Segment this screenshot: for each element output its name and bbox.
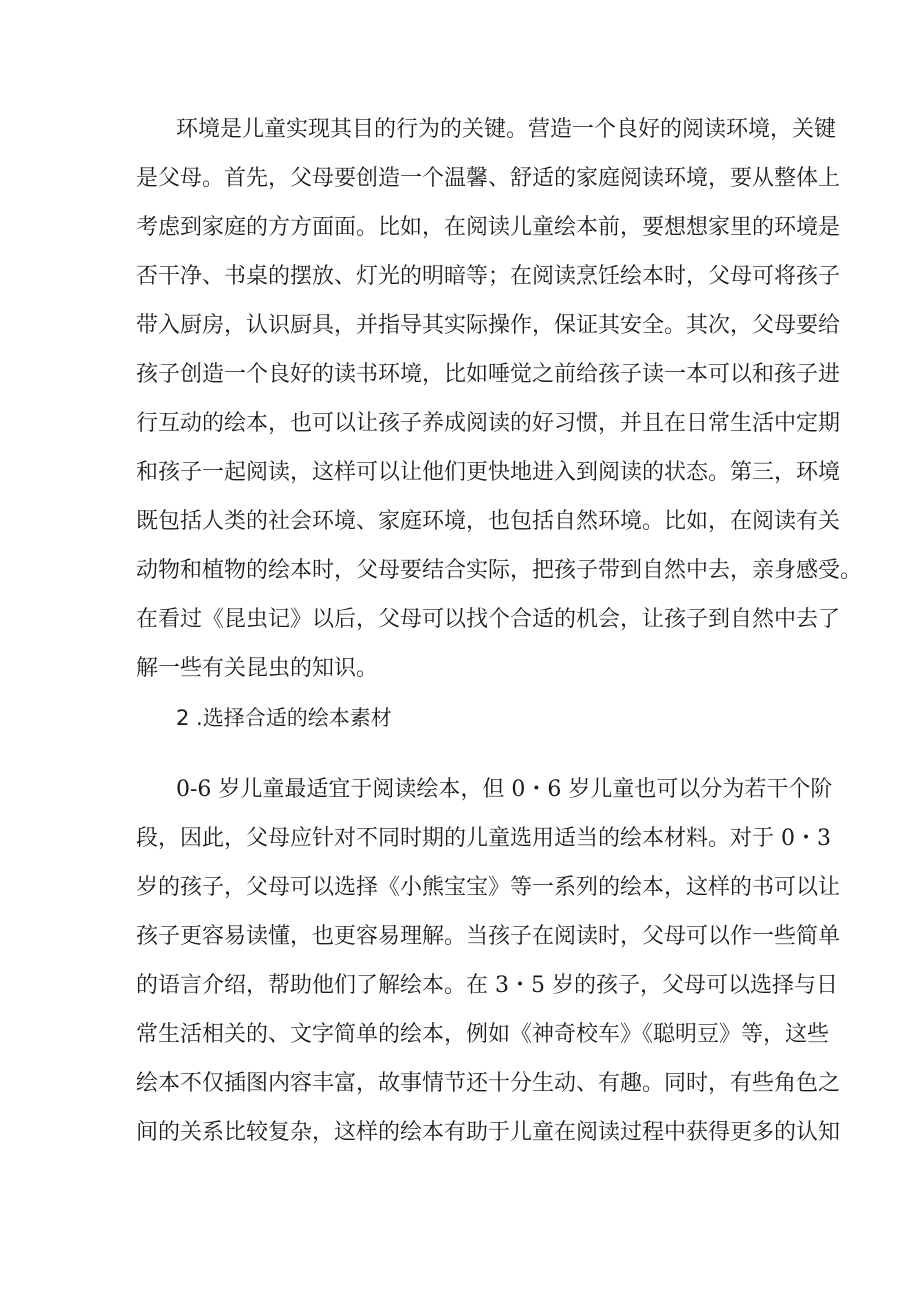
paragraph1-line-7: 行互动的绘本，也可以让孩子养成阅读的好习惯，并且在日常生活中定期 bbox=[136, 411, 841, 436]
paragraph2-line-3: 岁的孩子，父母可以选择《小熊宝宝》等一系列的绘本，这样的书可以让 bbox=[136, 875, 841, 900]
paragraph1-line-6: 孩子创造一个良好的读书环境，比如唾觉之前给孩子读一本可以和孩子进 bbox=[136, 362, 841, 387]
paragraph2-line-7: 绘本不仅插图内容丰富，故事情节还十分生动、有趣。同时，有些角色之 bbox=[136, 1071, 841, 1096]
paragraph1-line-4: 否干净、书桌的摆放、灯光的明暗等；在阅读烹饪绘本时，父母可将孩子 bbox=[136, 264, 841, 289]
paragraph1-line-12: 解一些有关昆虫的知识。 bbox=[136, 656, 379, 681]
section-heading: 2 .选择合适的绘本素材 bbox=[176, 706, 392, 730]
paragraph1-line-8: 和孩子一起阅读，这样可以让他们更快地进入到阅读的状态。第三，环境 bbox=[136, 460, 841, 485]
paragraph1-line-9: 既包括人类的社会环境、家庭环境，也包括自然环境。比如，在阅读有关 bbox=[136, 509, 841, 534]
paragraph1-line-5: 带入厨房，认识厨具，并指导其实际操作，保证其安全。其次，父母要给 bbox=[136, 313, 841, 338]
paragraph2-line-5: 的语言介绍，帮助他们了解绘本。在 3・5 岁的孩子，父母可以选择与日 bbox=[136, 973, 838, 998]
paragraph1-line-10: 动物和植物的绘本时，父母要结合实际，把孩子带到自然中去，亲身感受。 bbox=[136, 558, 863, 583]
paragraph1-line-3: 考虑到家庭的方方面面。比如，在阅读儿童绘本前，要想想家里的环境是 bbox=[136, 215, 841, 240]
paragraph2-line-1: 0-6 岁儿童最适宜于阅读绘本，但 0・6 岁儿童也可以分为若干个阶 bbox=[176, 777, 833, 802]
paragraph1-line-1: 环境是儿童实现其目的行为的关键。营造一个良好的阅读环境，关键 bbox=[176, 117, 837, 142]
paragraph2-line-2: 段，因此，父母应针对不同时期的儿童选用适当的绘本材料。对于 0・3 bbox=[136, 826, 831, 851]
paragraph2-line-8: 间的关系比较复杂，这样的绘本有助于儿童在阅读过程中获得更多的认知 bbox=[136, 1120, 841, 1145]
paragraph2-line-6: 常生活相关的、文字简单的绘本，例如《神奇校车》《聪明豆》等，这些 bbox=[136, 1022, 830, 1047]
paragraph1-line-11: 在看过《昆虫记》以后，父母可以找个合适的机会，让孩子到自然中去了 bbox=[136, 607, 841, 632]
paragraph1-line-2: 是父母。首先，父母要创造一个温馨、舒适的家庭阅读环境，要从整体上 bbox=[136, 166, 841, 191]
paragraph2-line-4: 孩子更容易读懂，也更容易理解。当孩子在阅读时，父母可以作一些简单 bbox=[136, 924, 841, 949]
